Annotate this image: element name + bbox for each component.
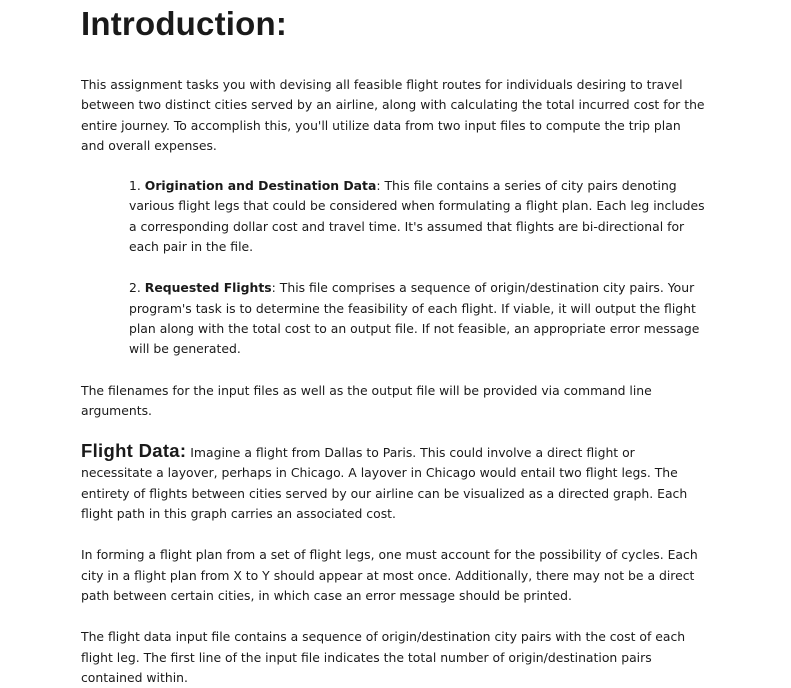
flight-data-text: Imagine a flight from Dallas to Paris. This could involve a direct flight or necessitate a layover, perhaps in Chicago. A layover in Chicago would entail two flight legs. The entirety of flights between cities served by our airline can be visualized as a directed graph. Each flight path in this graph carries an associated cost.: [81, 445, 688, 522]
list-item-body: : This file contains a series of city pairs denoting various flight legs that could be considered when formulating a flight plan. Each leg includes a corresponding dollar cost and travel time. It's assumed that flights are bi-directional for each pair in the file.: [129, 178, 705, 255]
list-item-body: : This file comprises a sequence of origin/destination city pairs. Your program's task is to determine the feasibility of each flight. If viable, it will output the flight plan along with the total cost to an output file. If not feasible, an appropriate error message will be generated.: [129, 280, 700, 357]
flight-data-paragraph: [81, 441, 706, 524]
list-item: [129, 278, 706, 359]
cycles-paragraph: In forming a flight plan from a set of flight legs, one must account for the possibility of cycles. Each city in a flight plan from X to Y should appear at most once. Additionally, there may not be a direct path between certain cities, in which case an error message should be printed.: [81, 547, 698, 603]
list-item-text: [129, 278, 706, 359]
filenames-paragraph: The filenames for the input files as well as the output file will be provided via command line arguments.: [81, 382, 652, 418]
input-files-list: [129, 176, 706, 359]
list-item-text: [129, 176, 706, 257]
intro-paragraph: This assignment tasks you with devising all feasible flight routes for individuals desiring to travel between two distinct cities served by an airline, along with calculating the total incurred cost for the entire journey. To accomplish this, you'll utilize data from two input files to compute the trip plan and overall expenses.: [81, 77, 705, 153]
list-item-number: 1.: [129, 178, 141, 194]
flight-data-heading: Flight Data:: [81, 440, 187, 462]
list-item: [129, 176, 706, 257]
input-file-paragraph: The flight data input file contains a sequence of origin/destination city pairs with the cost of each flight leg. The first line of the input file indicates the total number of origin/destination pairs contained within.: [81, 629, 686, 685]
list-item-label: Requested Flights: [144, 280, 272, 296]
page-title: Introduction:: [81, 5, 288, 42]
list-item-label: Origination and Destination Data: [144, 178, 377, 194]
list-item-number: 2.: [129, 280, 141, 296]
document-page: [81, 0, 706, 688]
